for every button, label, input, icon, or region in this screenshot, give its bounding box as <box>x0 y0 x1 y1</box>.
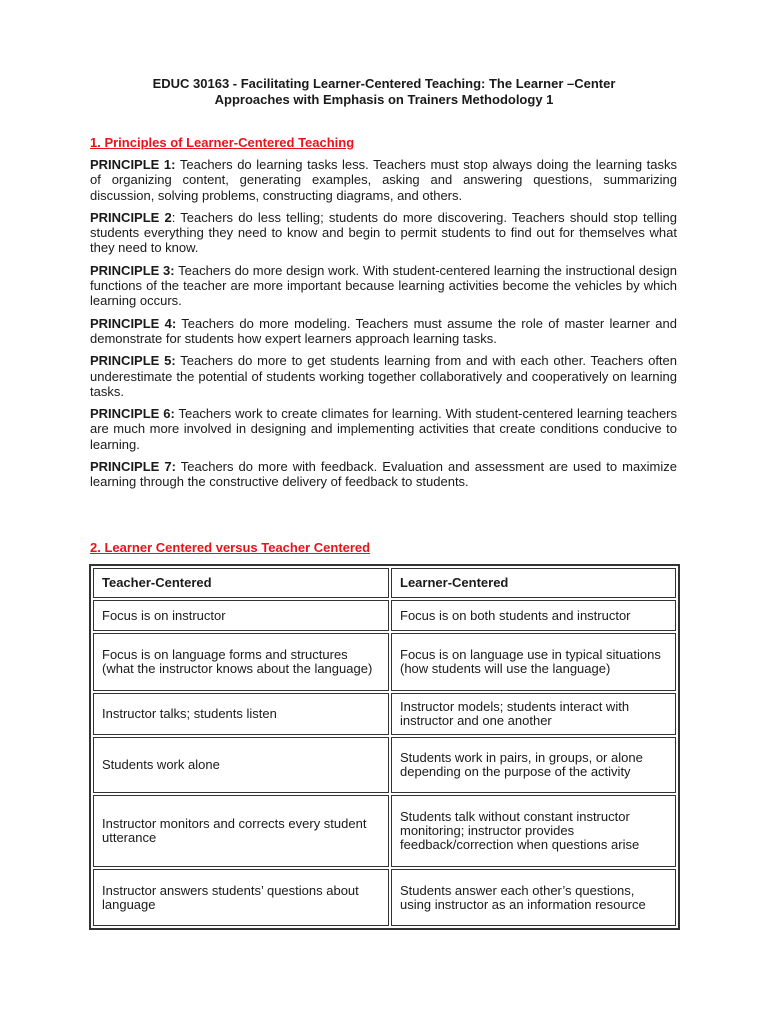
principle-label: PRINCIPLE 7: <box>90 459 176 475</box>
principle-text: Teachers work to create climates for learning. With student-centered learning teachers are much more involved in designing and implementing activities that create conditions conducive to learning. <box>90 406 678 452</box>
document-title <box>80 76 688 108</box>
table-header-row <box>93 568 676 598</box>
teacher-centered-cell: Instructor talks; students listen <box>93 693 389 735</box>
principle-label: PRINCIPLE 5: <box>90 353 176 369</box>
comparison-table <box>89 564 680 930</box>
principle-1 <box>90 157 677 203</box>
learner-centered-cell: Students work in pairs, in groups, or alone depending on the purpose of the activity <box>391 737 676 793</box>
learner-centered-cell: Students talk without constant instructor monitoring; instructor provides feedback/correction when questions arise <box>391 795 676 867</box>
table-row <box>93 600 676 631</box>
section-2-heading: 2. Learner Centered versus Teacher Centered <box>90 540 371 555</box>
learner-centered-cell: Focus is on both students and instructor <box>391 600 676 631</box>
principle-text: Teachers do more modeling. Teachers must assume the role of master learner and demonstrate for students how expert learners approach learning tasks. <box>90 315 677 346</box>
title-line-2: Approaches with Emphasis on Trainers Methodology 1 <box>214 92 554 107</box>
principle-7 <box>90 459 677 490</box>
principle-label: PRINCIPLE 6: <box>90 406 175 422</box>
principles-list <box>90 157 677 497</box>
section-1-heading: 1. Principles of Learner-Centered Teaching <box>90 135 355 150</box>
principle-2 <box>90 210 677 256</box>
teacher-centered-cell: Focus is on instructor <box>93 600 389 631</box>
table-row <box>93 693 676 735</box>
learner-centered-cell: Students answer each other’s questions, using instructor as an information resource <box>391 869 676 926</box>
teacher-centered-cell: Instructor answers students’ questions about language <box>93 869 389 926</box>
column-header: Learner-Centered <box>391 568 676 598</box>
learner-centered-cell: Focus is on language use in typical situations (how students will use the language) <box>391 633 676 691</box>
principle-text: Teachers do more with feedback. Evaluation and assessment are used to maximize learning through the constructive delivery of feedback to students. <box>90 459 678 490</box>
learner-centered-cell: Instructor models; students interact with instructor and one another <box>391 693 676 735</box>
principle-label: PRINCIPLE 1: <box>90 157 176 172</box>
table-row <box>93 737 676 793</box>
teacher-centered-cell: Focus is on language forms and structures (what the instructor knows about the language) <box>93 633 389 691</box>
principle-text: Teachers do more to get students learning from and with each other. Teachers often underestimate the potential of students working together collaboratively and cooperatively on learning tasks. <box>90 353 677 399</box>
table-row <box>93 633 676 691</box>
principle-6 <box>90 406 677 452</box>
table-row <box>93 869 676 926</box>
principle-text: : Teachers do less telling; students do more discovering. Teachers should stop telling students everything they need to know and begin to permit students to find out for themselves what they need to know. <box>90 209 678 256</box>
principle-4 <box>90 316 677 347</box>
table-row <box>93 795 676 867</box>
principle-text: Teachers do more design work. With student-centered learning the instructional design functions of the teacher are more important because learning activities become the vehicles by which learning occurs. <box>90 262 677 309</box>
teacher-centered-cell: Instructor monitors and corrects every student utterance <box>93 795 389 867</box>
principle-3 <box>90 263 677 309</box>
principle-5 <box>90 353 677 399</box>
principle-text: Teachers do learning tasks less. Teachers must stop always doing the learning tasks of organizing content, generating examples, asking and answering questions, summarizing discussion, solving problems, constructing diagrams, and others. <box>90 157 677 203</box>
principle-label: PRINCIPLE 2 <box>90 209 172 225</box>
column-header: Teacher-Centered <box>93 568 389 598</box>
principle-label: PRINCIPLE 3: <box>90 262 175 278</box>
principle-label: PRINCIPLE 4: <box>90 315 177 331</box>
teacher-centered-cell: Students work alone <box>93 737 389 793</box>
title-line-1: EDUC 30163 - Facilitating Learner-Centered Teaching: The Learner –Center <box>152 76 616 91</box>
